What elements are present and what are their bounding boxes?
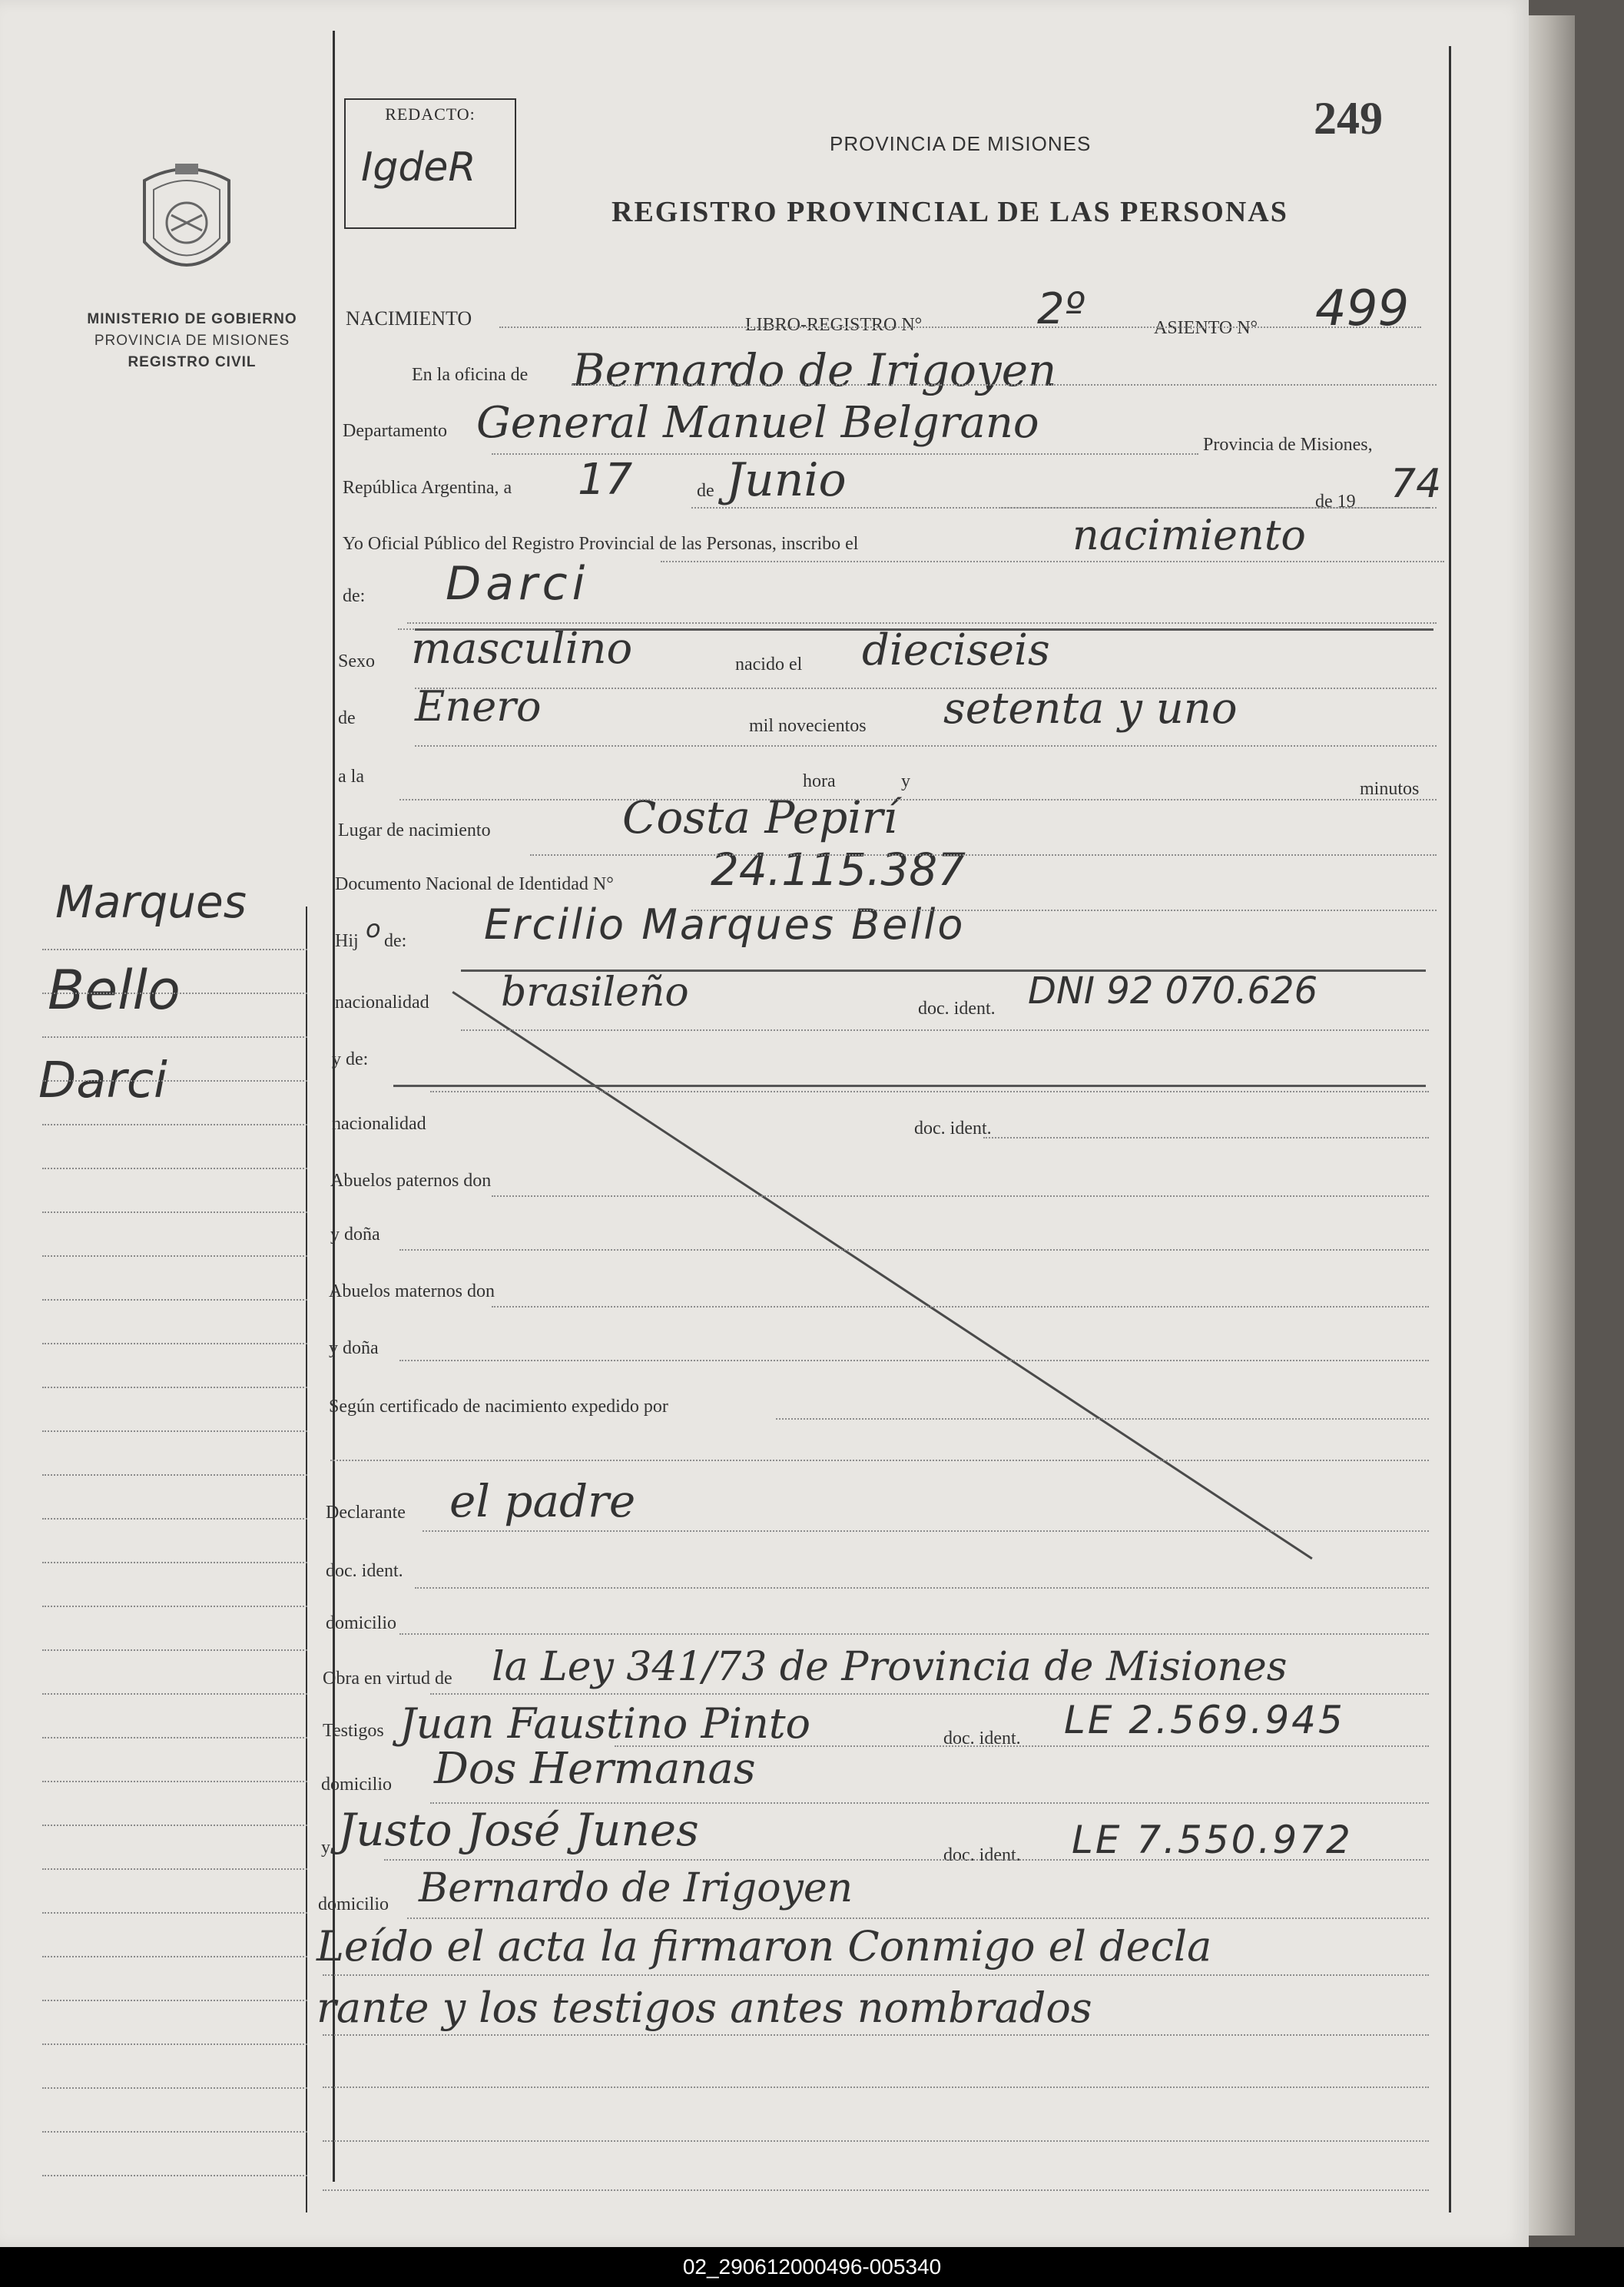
form-rule	[323, 2086, 1429, 2088]
oficina-value: Bernardo de Irigoyen	[572, 344, 1057, 396]
dni-label: Documento Nacional de Identidad N°	[335, 874, 614, 894]
form-rule	[330, 1460, 1429, 1461]
page-edge	[1529, 15, 1575, 2236]
y-dona-label-2: y doña	[329, 1338, 379, 1358]
form-rule	[768, 688, 1437, 689]
left-margin-rule	[42, 1430, 307, 1432]
oficina-label: En la oficina de	[412, 365, 529, 385]
form-rule	[407, 622, 1437, 624]
left-margin-rule	[42, 1474, 307, 1476]
provincia-heading: PROVINCIA DE MISIONES	[830, 132, 1092, 155]
y-label-2: y	[321, 1838, 330, 1858]
dni-value: 24.115.387	[711, 844, 966, 896]
year-value: 74	[1390, 461, 1442, 507]
form-rule	[461, 1029, 1429, 1031]
page-number: 249	[1314, 93, 1383, 144]
y-dona-label: y doña	[330, 1225, 380, 1245]
certificado-label: Según certificado de nacimiento expedido por	[329, 1397, 668, 1417]
declarante-value: el padre	[449, 1475, 636, 1527]
left-margin-rule	[42, 1781, 307, 1782]
form-rule	[407, 1917, 1429, 1919]
lugar-value: Costa Pepirí	[622, 791, 898, 844]
margin-name-line: Darci	[38, 1052, 167, 1109]
obra-label: Obra en virtud de	[323, 1669, 452, 1689]
form-rule	[983, 1137, 1429, 1139]
left-margin-rule	[42, 1825, 307, 1826]
form-rule	[430, 1693, 1429, 1695]
registro-heading: REGISTRO PROVINCIAL DE LAS PERSONAS	[611, 196, 1288, 228]
left-margin-rule	[42, 2131, 307, 2133]
sexo-label: Sexo	[338, 651, 375, 671]
domicilio-label-3: domicilio	[318, 1894, 389, 1914]
form-rule	[399, 1249, 1429, 1251]
y-de-label: y de:	[332, 1049, 369, 1069]
departamento-label: Departamento	[343, 421, 447, 441]
republica-label: República Argentina, a	[343, 478, 512, 498]
testigo2-value: Justo José Junes	[338, 1804, 699, 1856]
form-rule	[415, 745, 1437, 747]
redacto-label: REDACTO:	[385, 104, 476, 124]
left-margin-rule	[42, 1036, 307, 1038]
de-label-2: de:	[343, 586, 366, 606]
left-margin-rule	[42, 2087, 307, 2089]
hijo-label: Hij	[335, 931, 359, 951]
form-rule	[415, 1587, 1429, 1589]
testigo1-dom: Dos Hermanas	[434, 1744, 756, 1794]
form-solid-rule	[393, 1085, 1426, 1087]
form-rule	[999, 507, 1429, 509]
doc-ident-label-5: doc. ident.	[943, 1845, 1021, 1865]
form-rule	[430, 1091, 1429, 1092]
sexo-value: masculino	[411, 624, 633, 674]
domicilio-label-2: domicilio	[321, 1775, 392, 1795]
mes-nac-value: Enero	[415, 682, 542, 731]
de-label: de	[697, 481, 714, 501]
de-label-3: de	[338, 708, 356, 728]
form-solid-rule	[415, 628, 1433, 631]
left-margin-rule	[42, 1343, 307, 1344]
left-margin-rule	[42, 2175, 307, 2176]
form-rule	[399, 1633, 1429, 1635]
closing-line-2: rante y los testigos antes nombrados	[317, 1984, 1092, 2032]
left-margin-rule	[42, 1124, 307, 1125]
form-rule	[492, 453, 1198, 455]
left-margin-rule	[42, 1956, 307, 1957]
asiento-value: 499	[1315, 280, 1410, 337]
left-margin-rule	[42, 949, 307, 950]
form-rule	[323, 1974, 1429, 1976]
left-margin-divider	[306, 907, 307, 2212]
left-margin-rule	[42, 1299, 307, 1301]
left-margin-rule	[42, 1649, 307, 1651]
form-rule	[661, 561, 1444, 562]
de-year-label: de 19	[1315, 492, 1356, 512]
form-rule	[323, 2189, 1429, 2191]
closing-line-1: Leído el acta la firmaron Conmigo el decla	[317, 1922, 1212, 1970]
provincial-seal-icon	[129, 157, 244, 288]
doc-ident-label-3: doc. ident.	[326, 1561, 403, 1581]
left-margin-rule	[42, 1868, 307, 1870]
testigo1-doc: LE 2.569.945	[1064, 1698, 1345, 1742]
testigo1-value: Juan Faustino Pinto	[399, 1699, 811, 1748]
left-margin-rule	[42, 1387, 307, 1388]
libro-value: 2º	[1037, 284, 1085, 334]
lugar-label: Lugar de nacimiento	[338, 820, 491, 840]
inscribo-value: nacimiento	[1072, 511, 1306, 559]
nacido-value: dieciseis	[862, 625, 1050, 675]
ministry-header	[46, 309, 338, 373]
form-rule	[323, 2034, 1429, 2036]
provincia-suffix: Provincia de Misiones,	[1203, 435, 1373, 455]
left-margin-rule	[42, 1737, 307, 1738]
anio-nac-value: setenta y uno	[943, 684, 1238, 734]
testigo2-doc: LE 7.550.972	[1072, 1818, 1353, 1862]
margin-name-line: Bello	[48, 959, 181, 1022]
a-la-label: a la	[338, 767, 364, 787]
form-rule	[323, 2140, 1429, 2142]
form-rule	[430, 1802, 1429, 1804]
hijo-de-label: de:	[384, 931, 407, 951]
form-rule	[691, 910, 1437, 911]
padre-value: Ercilio Marques Bello	[484, 900, 966, 949]
abuelos-maternos-label: Abuelos maternos don	[329, 1281, 495, 1301]
left-margin-rule	[42, 1211, 307, 1213]
doc-ident-label-2: doc. ident.	[914, 1119, 992, 1139]
form-rule	[492, 1306, 1429, 1308]
form-rule	[492, 1195, 1429, 1197]
nacido-label: nacido el	[735, 655, 803, 674]
left-margin-rule	[42, 1606, 307, 1607]
left-margin-rule	[42, 993, 307, 994]
left-margin-rule	[42, 1168, 307, 1169]
hijo-suffix: o	[366, 914, 381, 943]
ministry-line: REGISTRO CIVIL	[128, 354, 257, 370]
left-margin-rule	[42, 1080, 307, 1082]
mil-label: mil novecientos	[749, 716, 867, 736]
nacionalidad-label-2: nacionalidad	[332, 1114, 426, 1134]
left-margin-rule	[42, 1562, 307, 1563]
left-margin-rule	[42, 1693, 307, 1695]
testigo2-dom: Bernardo de Irigoyen	[419, 1865, 853, 1911]
form-rule	[399, 799, 1437, 800]
form-rule	[399, 1360, 1429, 1361]
minutos-label: minutos	[1360, 779, 1420, 799]
doc-ident-value: DNI 92 070.626	[1028, 969, 1318, 1013]
right-border-line	[1449, 46, 1451, 2212]
testigos-label: Testigos	[323, 1721, 384, 1741]
form-rule	[572, 384, 1437, 386]
form-rule	[776, 1418, 1429, 1420]
left-margin-rule	[42, 1518, 307, 1520]
left-margin-rule	[42, 1255, 307, 1257]
nacionalidad-label: nacionalidad	[335, 993, 429, 1013]
nombre-value: Darci	[446, 557, 590, 611]
ministry-line: PROVINCIA DE MISIONES	[94, 333, 290, 349]
redacto-box	[344, 98, 516, 229]
doc-ident-label-4: doc. ident.	[943, 1729, 1021, 1748]
form-rule	[423, 1530, 1429, 1532]
form-solid-rule	[461, 969, 1426, 972]
nacionalidad-value: brasileño	[501, 969, 689, 1016]
left-margin-rule	[42, 1912, 307, 1914]
left-margin-rule	[42, 2043, 307, 2045]
nacimiento-label: NACIMIENTO	[346, 307, 472, 330]
declarante-label: Declarante	[326, 1503, 406, 1523]
departamento-value: General Manuel Belgrano	[476, 398, 1039, 448]
libro-label: LIBRO-REGISTRO N°	[745, 315, 923, 335]
form-rule	[384, 1859, 1429, 1861]
margin-name-line: Marques	[55, 876, 247, 928]
mes-value: Junio	[726, 453, 847, 507]
oficial-text: Yo Oficial Público del Registro Provincial de las Personas, inscribo el	[343, 534, 859, 554]
abuelos-paternos-label: Abuelos paternos don	[330, 1171, 492, 1191]
y-label: y	[901, 771, 910, 791]
domicilio-label: domicilio	[326, 1613, 396, 1633]
image-caption: 02_290612000496-005340	[0, 2247, 1624, 2287]
form-rule	[530, 854, 1437, 856]
dia-value: 17	[578, 455, 633, 505]
redacto-value: IgdeR	[361, 144, 476, 191]
form-rule	[499, 326, 1421, 328]
doc-ident-label: doc. ident.	[918, 999, 996, 1019]
hora-label: hora	[803, 771, 836, 791]
obra-value: la Ley 341/73 de Provincia de Misiones	[492, 1644, 1288, 1690]
ministry-line: MINISTERIO DE GOBIERNO	[87, 311, 297, 327]
form-rule	[615, 1745, 1429, 1747]
left-margin-rule	[42, 2000, 307, 2001]
asiento-label: ASIENTO N°	[1154, 318, 1258, 338]
